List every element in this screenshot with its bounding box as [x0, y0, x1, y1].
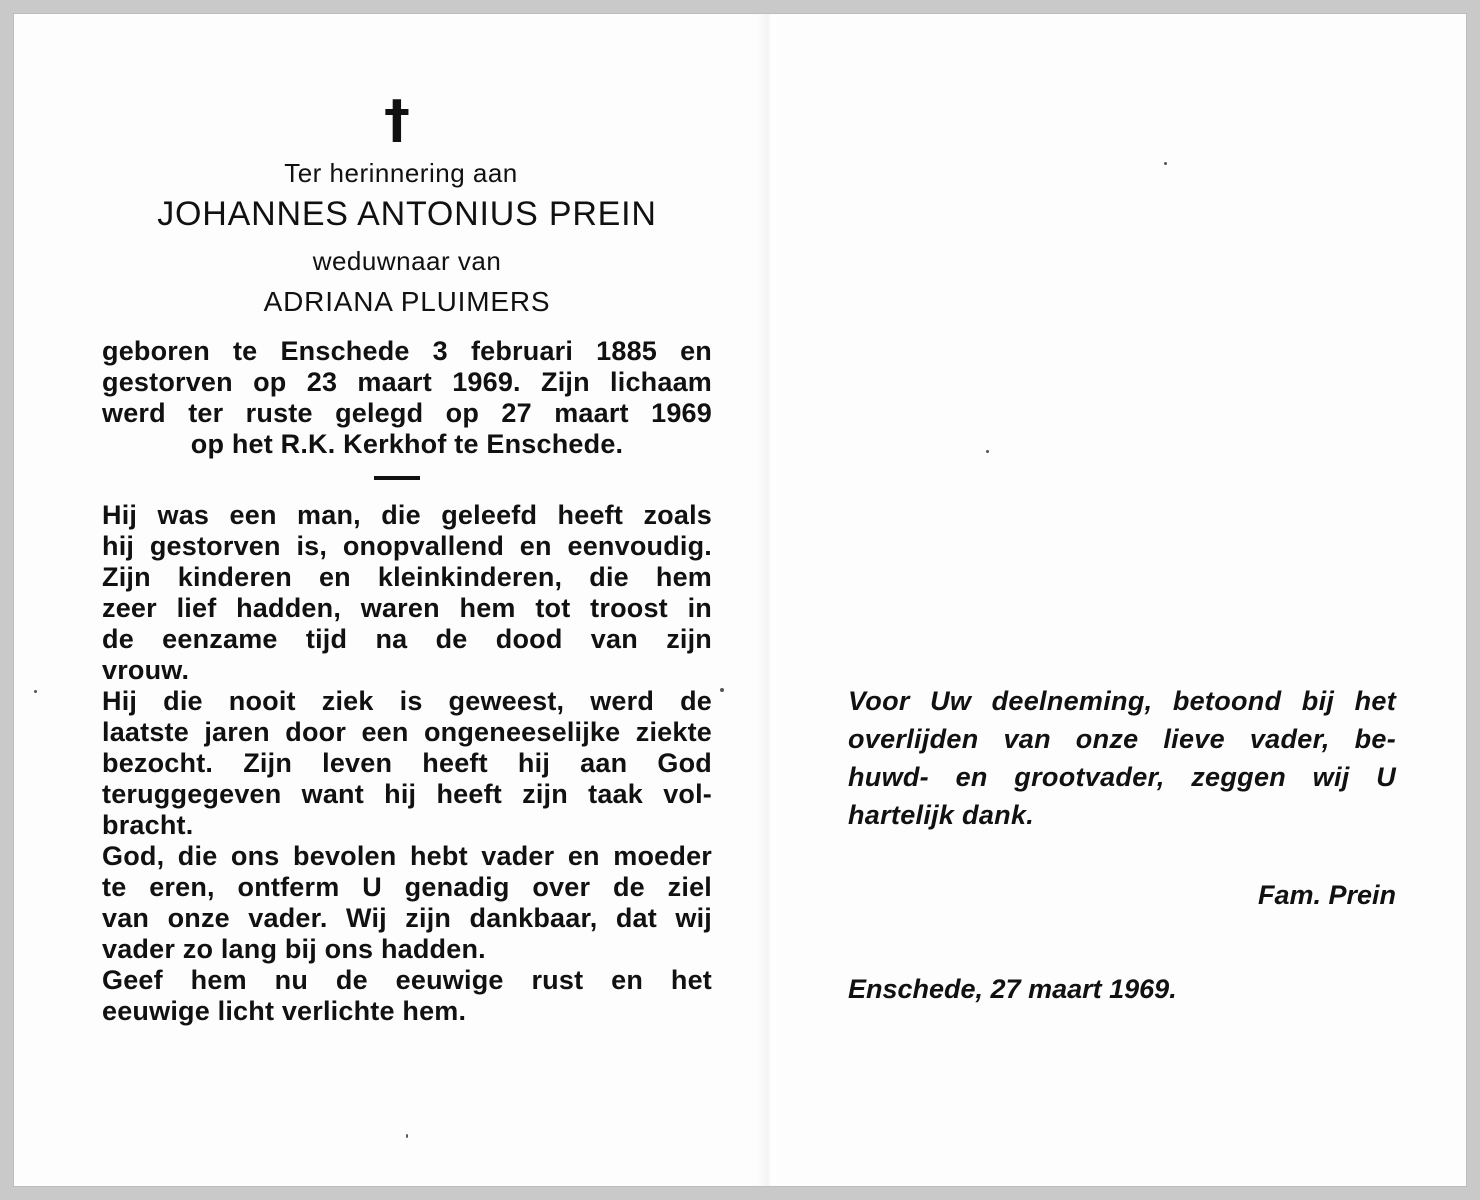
thanks-text — [848, 682, 1396, 834]
place-date: Enschede, 27 maart 1969. — [848, 974, 1177, 1004]
text-line: laatste jaren door een ongeneeselijke ziekte — [102, 717, 712, 747]
intro-text: Ter herinnering aan — [284, 158, 518, 188]
deceased-name: JOHANNES ANTONIUS PREIN — [157, 195, 657, 233]
text-line: zeer lief hadden, waren hem tot troost in — [102, 593, 712, 623]
cross-icon: † — [384, 90, 410, 150]
text-line: Geef hem nu de eeuwige rust en het — [102, 965, 712, 995]
thanks-line: overlijden van onze lieve vader, be- — [848, 724, 1396, 754]
paper-speck — [1164, 162, 1167, 165]
spouse-name: ADRIANA PLUIMERS — [263, 286, 551, 317]
text-line: van onze vader. Wij zijn dankbaar, dat wij — [102, 903, 712, 933]
text-line: hij gestorven is, onopvallend en eenvoudig. — [102, 531, 712, 561]
text-line: te eren, ontferm U genadig over de ziel — [102, 872, 712, 902]
memorial-text — [102, 500, 712, 1027]
memorial-card — [14, 14, 1466, 1186]
right-panel — [848, 682, 1396, 1006]
card-fold — [756, 14, 782, 1186]
relation-text: weduwnaar van — [312, 246, 502, 276]
thanks-line: huwd- en grootvader, zeggen wij U — [848, 762, 1396, 792]
thanks-line: Voor Uw deelneming, betoond bij het — [848, 686, 1396, 716]
text-line: Zijn kinderen en kleinkinderen, die hem — [102, 562, 712, 592]
life-line: werd ter ruste gelegd op 27 maart 1969 — [102, 398, 712, 428]
text-line: God, die ons bevolen hebt vader en moeder — [102, 841, 712, 871]
text-line: vrouw. — [102, 655, 190, 685]
paper-speck — [720, 688, 724, 692]
life-line: gestorven op 23 maart 1969. Zijn lichaam — [102, 367, 712, 397]
life-line: op het R.K. Kerkhof te Enschede. — [190, 429, 624, 459]
text-line: bezocht. Zijn leven heeft hij aan God — [102, 748, 712, 778]
paper-speck — [986, 450, 989, 453]
divider — [374, 476, 420, 480]
text-line: bracht. — [102, 810, 194, 840]
text-line: Hij was een man, die geleefd heeft zoals — [102, 500, 712, 530]
text-line: eeuwige licht verlichte hem. — [102, 996, 467, 1026]
paper-speck — [406, 1134, 408, 1138]
left-panel — [102, 90, 712, 1027]
text-line: vader zo lang bij ons hadden. — [102, 934, 486, 964]
paper-speck — [34, 690, 37, 693]
text-line: Hij die nooit ziek is geweest, werd de — [102, 686, 712, 716]
life-line: geboren te Enschede 3 februari 1885 en — [102, 336, 712, 366]
thanks-line: hartelijk dank. — [848, 800, 1035, 830]
life-dates — [102, 336, 712, 460]
text-line: teruggegeven want hij heeft zijn taak vol- — [102, 779, 712, 809]
text-line: de eenzame tijd na de dood van zijn — [102, 624, 712, 654]
family-signature: Fam. Prein — [1257, 880, 1396, 910]
